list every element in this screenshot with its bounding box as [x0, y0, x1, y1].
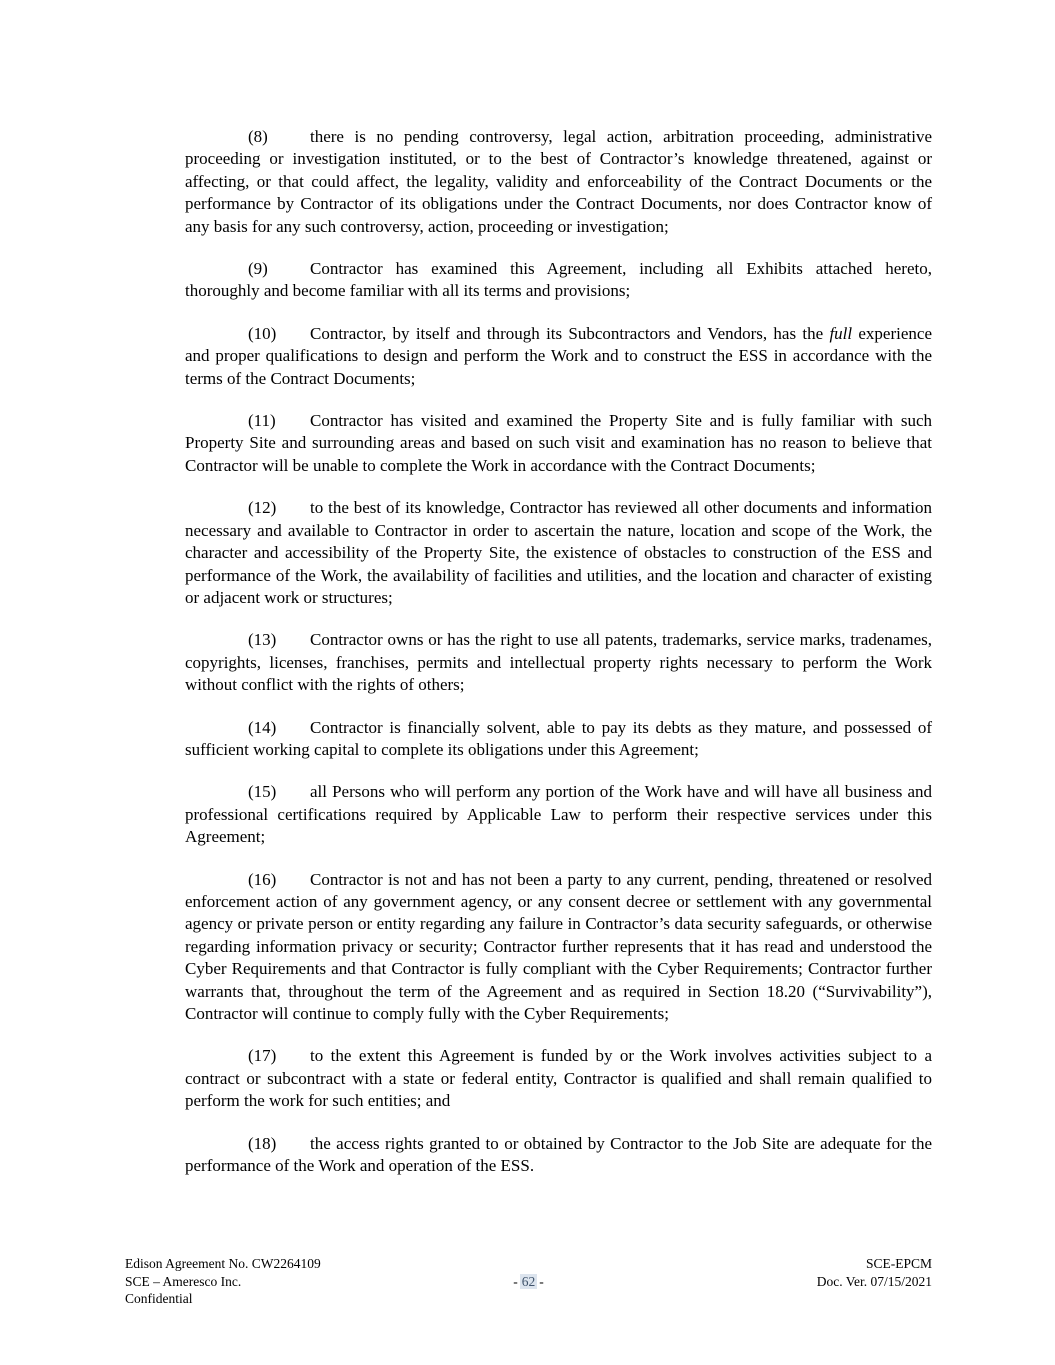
paragraph-13: [185, 629, 932, 696]
footer-parties: SCE – Ameresco Inc.: [125, 1273, 242, 1289]
paragraph-14: [185, 717, 932, 762]
page-number-prefix: -: [513, 1273, 518, 1289]
paragraph-text: Contractor is not and has not been a party to any current, pending, threatened or resolved enforcement action of any government agency, or any consent decree or settlement with any governmental agency or private person or entity regarding any failure in Contractor’s data security safeguards, or otherwise regarding information privacy or security; Contractor further represents that it has read and understood the Cyber Requirements and that Contractor is fully compliant with the Cyber Requirements; Contractor further warrants that, throughout the term of the Agreement and as required in Section 18.20 (“Survivability”), Contractor will continue to comply fully with the Cyber Requirements;: [185, 869, 932, 1023]
page-number: [125, 1273, 932, 1291]
footer-doc-type: SCE-EPCM: [865, 1256, 932, 1271]
paragraph-10: [185, 323, 932, 390]
italic-text: full: [829, 323, 853, 343]
paragraph-8: [185, 126, 932, 238]
paragraph-18: [185, 1133, 932, 1178]
paragraph-text: Contractor, by itself and through its Subcontractors and Vendors, has the: [310, 323, 830, 343]
paragraph-number: (15): [248, 782, 277, 802]
paragraph-number: (12): [248, 498, 277, 518]
paragraph-text: Contractor owns or has the right to use all patents, trademarks, service marks, tradenames, copyrights, licenses, franchises, permits and intellectual property rights necessary to perform the Work without conflict with the rights of others;: [185, 630, 932, 695]
paragraph-17: [185, 1045, 932, 1112]
page-number-suffix: -: [539, 1273, 544, 1289]
paragraph-text: Contractor is financially solvent, able to pay its debts as they mature, and possessed of sufficient working capital to complete its obligations under this Agreement;: [185, 717, 932, 759]
paragraph-number: (17): [248, 1046, 277, 1066]
paragraph-number: (8): [248, 127, 268, 146]
footer-confidential: Confidential: [125, 1291, 193, 1307]
paragraph-9: [185, 258, 932, 303]
paragraph-number: (10): [248, 323, 277, 343]
paragraph-text: to the extent this Agreement is funded by or the Work involves activities subject to a contract or subcontract with a state or federal entity, Contractor is qualified and shall remain qualified to perform the work for such entities; and: [185, 1046, 932, 1111]
footer-agreement-number: Edison Agreement No. CW2264109: [125, 1256, 321, 1271]
paragraph-number: (18): [248, 1133, 277, 1153]
paragraph-number: (16): [248, 869, 277, 889]
paragraph-text: to the best of its knowledge, Contractor has reviewed all other documents and information necessary and available to Contractor in order to ascertain the nature, location and scope of the Work, the character and accessibility of the Property Site, the existence of obstacles to construction of the ESS and performance of the Work, the availability of facilities and utilities, and the location and character of existing or adjacent work or structures;: [185, 498, 932, 607]
footer-right-block: [817, 1255, 932, 1290]
paragraph-text: Contractor has visited and examined the Property Site and is fully familiar with such Property Site and surrounding areas and based on such visit and examination has no reason to believe that Contractor will be unable to complete the Work in accordance with the Contract Documents;: [185, 411, 932, 475]
paragraph-text: there is no pending controversy, legal action, arbitration proceeding, administrative proceeding or investigation instituted, or to the best of Contractor’s knowledge threatened, against or affecting, or that could affect, the legality, validity and enforceability of the Contract Documents or the performance by Contractor of its obligations under the Contract Documents, nor does Contractor know of any basis for any such controversy, action, proceeding or investigation;: [185, 127, 932, 236]
paragraph-number: (11): [248, 411, 276, 431]
paragraph-number: (9): [248, 259, 268, 279]
paragraph-number: (13): [248, 630, 277, 650]
page-number-field: 62: [521, 1273, 536, 1289]
paragraph-text: all Persons who will perform any portion of the Work have and will have all business and professional certifications required by Applicable Law to perform their respective services under this Agreement;: [185, 782, 932, 847]
paragraph-text: experience and proper qualifications to design and perform the Work and to construct the ESS in accordance with the terms of the Contract Documents;: [185, 323, 932, 388]
paragraph-12: [185, 497, 932, 609]
paragraph-text: the access rights granted to or obtained by Contractor to the Job Site are adequate for the performance of the Work and operation of the ESS.: [185, 1133, 932, 1176]
body-paragraphs: [185, 126, 932, 1177]
paragraph-number: (14): [248, 717, 277, 737]
footer-doc-version: Doc. Ver. 07/15/2021: [816, 1273, 932, 1289]
paragraph-16: [185, 869, 932, 1026]
paragraph-text: Contractor has examined this Agreement, including all Exhibits attached hereto, thoroughly and become familiar with all its terms and provisions;: [185, 259, 932, 301]
paragraph-15: [185, 781, 932, 848]
paragraph-11: [185, 410, 932, 477]
